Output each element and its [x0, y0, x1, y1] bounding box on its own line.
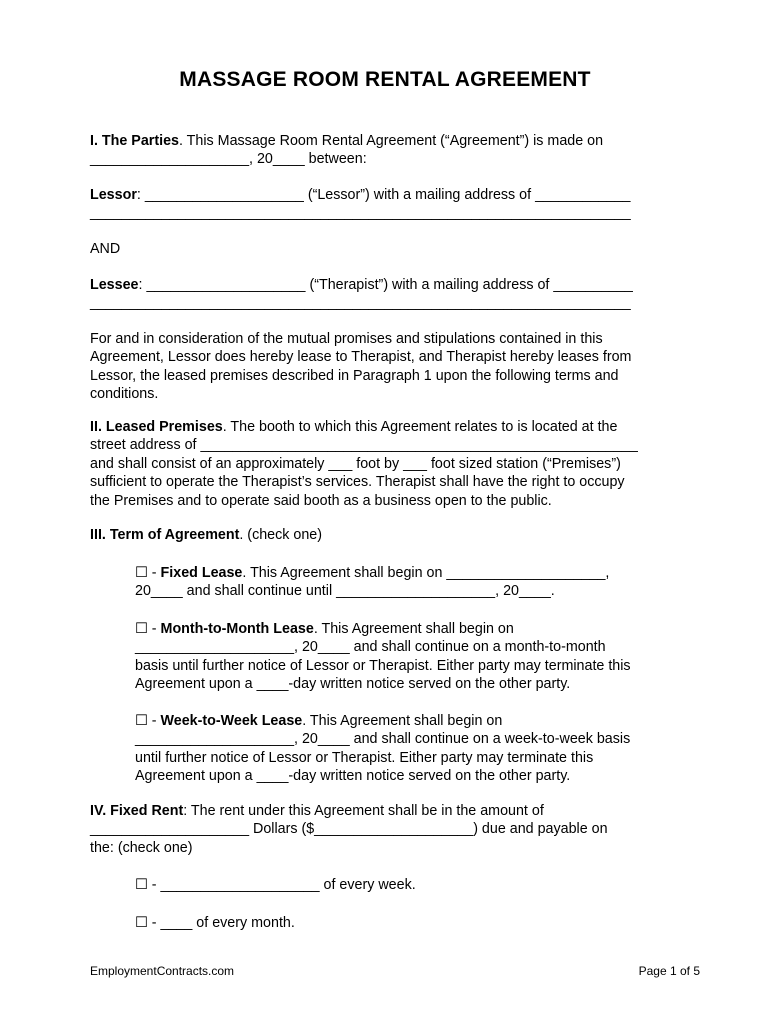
lessor-address-line: ____________________________________________________________________: [90, 205, 631, 222]
week-lease-line: Agreement upon a ____-day written notice served on the other party.: [135, 768, 571, 785]
document-title: MASSAGE ROOM RENTAL AGREEMENT: [179, 68, 591, 91]
week-lease-text: . This Agreement shall begin on: [302, 713, 503, 729]
week-lease-option: [135, 712, 695, 786]
parties-heading: I. The Parties: [90, 133, 179, 149]
footer-source: EmploymentContracts.com: [90, 964, 235, 978]
consideration-line: Lessor, the leased premises described in Paragraph 1 upon the following terms and: [90, 367, 619, 384]
week-lease-label: Week-to-Week Lease: [160, 713, 303, 729]
consideration-line: For and in consideration of the mutual promises and stipulations contained in this: [90, 331, 603, 347]
parties-date-line: ____________________, 20____ between:: [90, 151, 367, 168]
consideration-line: Agreement, Lessor does hereby lease to Therapist, and Therapist hereby leases from: [90, 349, 632, 366]
lessee-address-line: ____________________________________________________________________: [90, 295, 631, 312]
premises-line: the Premises and to operate said booth as a business open to the public.: [90, 492, 552, 509]
consideration-paragraph: [90, 330, 690, 404]
premises-text: . The booth to which this Agreement relates to is located at the: [222, 419, 618, 435]
month-lease-line: basis until further notice of Lessor or Therapist. Either party may terminate this: [135, 657, 631, 674]
fixed-lease-line: 20____ and shall continue until ____________________, 20____.: [135, 583, 555, 600]
section-lessee: [90, 276, 690, 313]
section-parties: [90, 132, 690, 169]
lessor-text: : ____________________ (“Lessor”) with a mailing address of ____________: [136, 187, 631, 203]
premises-line: and shall consist of an approximately ___ foot by ___ foot sized station (“Premises”): [90, 455, 621, 472]
rent-weekly-option[interactable]: ☐ - ____________________ of every week.: [135, 877, 416, 893]
fixed-lease-checkbox[interactable]: ☐ -: [135, 565, 161, 581]
parties-text: . This Massage Room Rental Agreement (“Agreement”) is made on: [179, 133, 604, 149]
and-text: AND: [90, 241, 121, 257]
month-lease-text: . This Agreement shall begin on: [313, 621, 514, 637]
rent-text: : The rent under this Agreement shall be in the amount of: [183, 803, 544, 819]
lessee-text: : ____________________ (“Therapist”) with a mailing address of __________: [138, 277, 633, 293]
lessor-label: Lessor: [90, 187, 137, 203]
consideration-line: conditions.: [90, 386, 159, 403]
rent-heading: IV. Fixed Rent: [90, 803, 184, 819]
premises-line: street address of _______________________________________________________: [90, 437, 638, 454]
section-term: [90, 526, 690, 544]
month-lease-line: Agreement upon a ____-day written notice served on the other party.: [135, 676, 571, 693]
month-lease-checkbox[interactable]: ☐ -: [135, 621, 161, 637]
rent-line: the: (check one): [90, 839, 193, 856]
term-heading: III. Term of Agreement: [90, 527, 240, 543]
fixed-lease-option: [135, 564, 695, 601]
term-text: . (check one): [239, 527, 322, 543]
week-lease-line: until further notice of Lessor or Therapist. Either party may terminate this: [135, 749, 594, 766]
fixed-lease-label: Fixed Lease: [160, 565, 243, 581]
month-lease-label: Month-to-Month Lease: [160, 621, 314, 637]
week-lease-line: ____________________, 20____ and shall continue on a week-to-week basis: [135, 731, 631, 748]
section-rent: [90, 802, 690, 857]
rent-line: ____________________ Dollars ($____________________) due and payable on: [90, 821, 608, 838]
fixed-lease-text: . This Agreement shall begin on ____________________,: [242, 565, 610, 581]
footer-page-number: Page 1 of 5: [638, 964, 700, 978]
month-lease-option: [135, 620, 695, 694]
section-lessor: [90, 186, 690, 223]
lessee-label: Lessee: [90, 277, 139, 293]
week-lease-checkbox[interactable]: ☐ -: [135, 713, 161, 729]
premises-line: sufficient to operate the Therapist’s services. Therapist shall have the right to occupy: [90, 474, 625, 491]
premises-heading: II. Leased Premises: [90, 419, 223, 435]
section-premises: [90, 418, 690, 510]
month-lease-line: ____________________, 20____ and shall continue on a month-to-month: [135, 639, 606, 656]
rent-monthly-option[interactable]: ☐ - ____ of every month.: [135, 915, 295, 931]
